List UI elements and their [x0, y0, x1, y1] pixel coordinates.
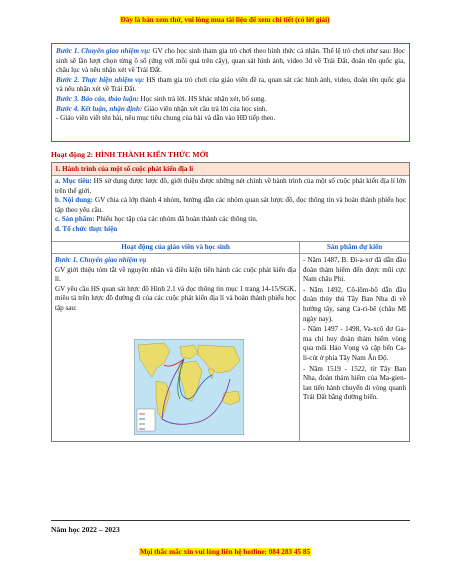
- hotline-banner: Mọi thắc mắc xin vui lòng liên hệ hotline: 084 283 45 85: [139, 548, 311, 556]
- product-item-columbus: - Năm 1492, Cô-lôm-bô dẫn đầu đoàn thủy thủ Tây Ban Nha đi về hướng tây, sang Ca-ri-bê (châu Mĩ ngày nay).: [303, 285, 406, 323]
- teacher-activity-cell: [52, 254, 300, 442]
- exploration-routes-map: [134, 339, 244, 435]
- intro-step-3: Bước 3. Báo cáo, thảo luận: Học sinh trả lời. HS khác nhận xét, bổ sung.: [56, 94, 267, 103]
- objective-line: a. Mục tiêu: HS sử dụng được lược đồ, giới thiệu được những nét chính về hành trình của một số cuộc phát kiến địa lí lớn trên thế giới.: [55, 177, 406, 195]
- product-item-vasco-da-gama: - Năm 1497 - 1498, Va-xcô đơ Ga-ma chỉ huy đoàn thám hiểm vòng qua mũi Hảo Vọng và cập bến Ca-li-cút ở phía Tây Nam Ấn Độ.: [303, 325, 406, 362]
- school-year: Năm học 2022 – 2023: [51, 525, 120, 534]
- preview-notice-banner: Đây là bản xem thử, vui lòng mua tài liệu để xem chi tiết (có lời giải): [120, 16, 330, 24]
- task-step-1: Bước 1. Chuyển giao nhiệm vụ: [55, 256, 147, 264]
- product-item-magellan: - Năm 1519 - 1522, từ Tây Ban Nha, đoàn thám hiểm của Ma-gien-lan tiến hành chuyến đi vòng quanh Trái Đất bằng đường biển.: [303, 364, 406, 402]
- section-box: [51, 162, 410, 442]
- content-line: b. Nội dung: GV chia cả lớp thành 4 nhóm, hướng dẫn các nhóm quan sát lược đồ, đọc thông tin và hoàn thành phiếu học tập theo yêu cầu.: [55, 196, 406, 214]
- product-line: c. Sản phẩm: Phiếu học tập của các nhóm đã hoàn thành các thông tin.: [55, 215, 258, 224]
- expected-product-cell: [300, 254, 409, 442]
- product-item-dias: - Năm 1487, B. Đi-a-xơ đã dẫn đầu đoàn thám hiểm đến được mũi cực Nam châu Phi.: [303, 256, 406, 284]
- activity-2-heading: Hoạt động 2: HÌNH THÀNH KIẾN THỨC MỚI: [51, 150, 209, 159]
- table-header-row: [52, 242, 409, 254]
- section-title: 1. Hành trình của một số cuộc phát kiến địa lí: [52, 163, 409, 176]
- organization-line: d. Tổ chức thực hiện: [55, 224, 118, 233]
- task-instruction: GV yêu cầu HS quan sát lược đồ Hình 2.1 và đọc thông tin mục 1 trang 14-15/SGK, miêu tả trên lược đồ đường đi của các cuộc phát kiến địa lí và hoàn thành phiếu học tập sau:: [55, 284, 296, 312]
- intro-step-2: Bước 2. Thực hiện nhiệm vụ: HS tham gia trò chơi của giáo viên đề ra, quan sát các hình ảnh, video, đoán tên quốc gia và nêu nhận xét về Trái Đất.: [56, 75, 406, 94]
- intro-step-4: Bước 4. Kết luận, nhận định: Giáo viên nhận xét câu trả lời của học sinh.: [56, 104, 268, 113]
- intro-step-1: Bước 1. Chuyển giao nhiệm vụ: GV cho học sinh tham gia trò chơi theo hình thức cá nhân. Thể lệ trò chơi như sau: Học sinh sẽ lần lượt chọn từng ô số (ứng với mỗi quả trên cây), quan sát hình ảnh, video 3d về Trái Đất, đoán tên quốc gia, châu lục và nêu nhận xét về Trái Đất.: [56, 47, 405, 75]
- intro-activity-box: [51, 43, 410, 142]
- activity-table: [52, 241, 409, 442]
- footer-divider: [51, 520, 410, 521]
- task-intro: GV giới thiệu tóm tắt về nguyên nhân và điều kiện tiến hành các cuộc phát kiến địa lí.: [55, 265, 296, 284]
- header-expected-product: Sản phẩm dự kiến: [326, 243, 383, 251]
- intro-note: - Giáo viên viết tên bài, nêu mục tiêu chung của bài và dẫn vào HĐ tiếp theo.: [56, 114, 276, 123]
- header-teacher-student: Hoạt động của giáo viên và học sinh: [52, 242, 300, 253]
- table-row: [52, 254, 409, 442]
